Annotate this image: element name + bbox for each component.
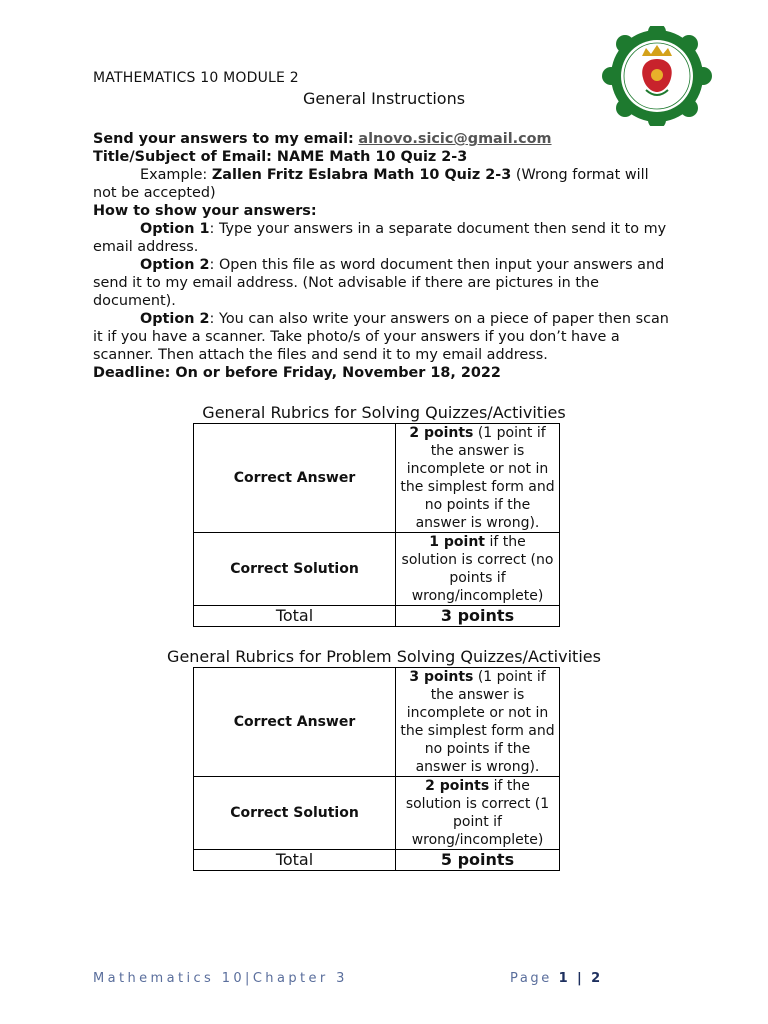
send-line (93, 130, 675, 148)
total-value: 5 points (396, 850, 560, 871)
instructions-block (93, 130, 675, 382)
points-cell: 3 points (1 point if the answer is incomplete or not in the simplest form and no points if the answer is wrong). (396, 668, 560, 777)
email-link[interactable]: alnovo.sicic@gmail.com (358, 131, 552, 147)
total-row (194, 850, 560, 871)
rubric-1-title: General Rubrics for Solving Quizzes/Activities (202, 403, 566, 422)
criterion-cell: Correct Answer (194, 424, 396, 533)
option-3: Option 2: You can also write your answers on a piece of paper then scan it if you have a scanner. Take photo/s of your answers if you don’t have a scanner. Then attach the files and send it to my email address. (93, 311, 669, 363)
points-cell: 2 points if the solution is correct (1 point if wrong/incomplete) (396, 777, 560, 850)
table-row (194, 533, 560, 606)
rubric-1-table (193, 423, 560, 627)
criterion-cell: Correct Solution (194, 533, 396, 606)
points-cell: 2 points (1 point if the answer is incomplete or not in the simplest form and no points if the answer is wrong). (396, 424, 560, 533)
footer-page-number: Page 1 | 2 (510, 971, 603, 986)
criterion-cell: Correct Solution (194, 777, 396, 850)
module-header: MATHEMATICS 10 MODULE 2 (93, 70, 299, 86)
example-line: Example: Zallen Fritz Eslabra Math 10 Quiz 2-3 (Wrong format will not be accepted) (93, 167, 649, 201)
criterion-cell: Correct Answer (194, 668, 396, 777)
total-row (194, 606, 560, 627)
points-cell: 1 point if the solution is correct (no points if wrong/incomplete) (396, 533, 560, 606)
total-label: Total (194, 850, 396, 871)
example-bold: Zallen Fritz Eslabra Math 10 Quiz 2-3 (211, 167, 512, 183)
table-row (194, 668, 560, 777)
total-label: Total (194, 606, 396, 627)
rubric-2-title: General Rubrics for Problem Solving Quizzes/Activities (167, 647, 601, 666)
total-value: 3 points (396, 606, 560, 627)
table-row (194, 777, 560, 850)
option-2: Option 2: Open this file as word document then input your answers and send it to my email address. (Not advisable if there are pictures in the document). (93, 257, 665, 309)
table-row (194, 424, 560, 533)
option-1: Option 1: Type your answers in a separate document then send it to my email address. (93, 221, 667, 255)
how-label: How to show your answers: (93, 203, 317, 219)
school-seal-logo (598, 26, 716, 126)
page-title: General Instructions (302, 89, 466, 108)
rubric-2-table (193, 667, 560, 871)
subject-line: Title/Subject of Email: NAME Math 10 Quiz 2-3 (93, 149, 468, 165)
deadline: Deadline: On or before Friday, November 18, 2022 (93, 365, 501, 381)
footer-chapter: Mathematics 10|Chapter 3 (93, 971, 348, 986)
send-label: Send your answers to my email: (93, 131, 354, 147)
